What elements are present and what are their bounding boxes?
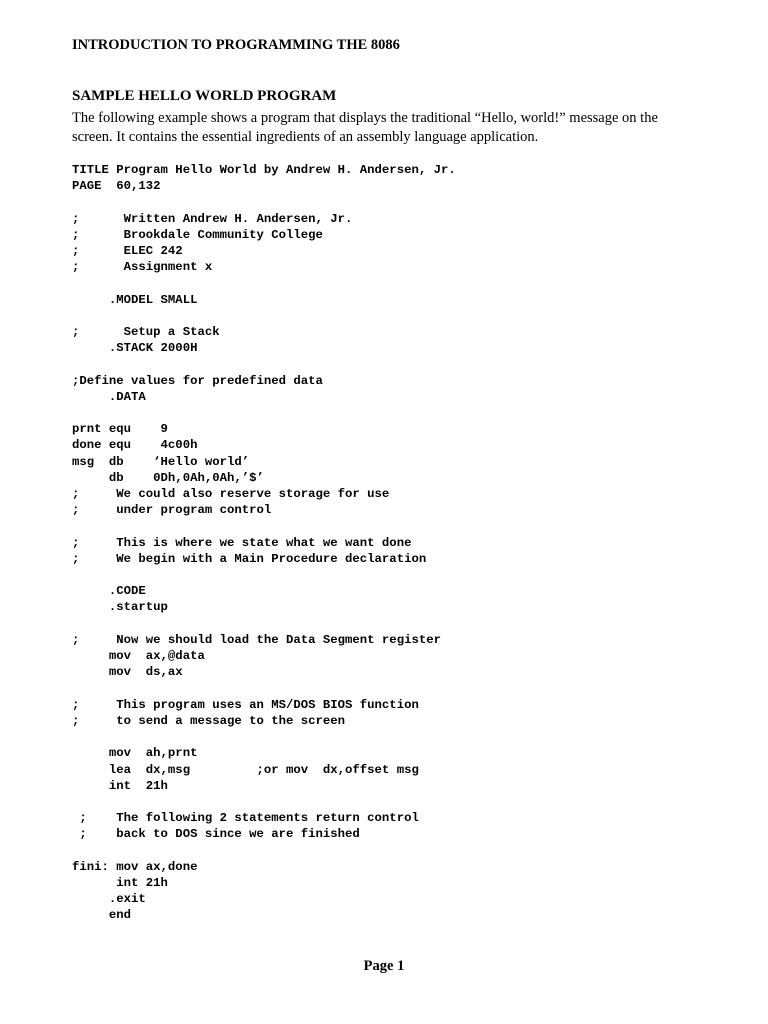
code-line: mov ds,ax <box>72 665 183 680</box>
code-line: ; ELEC 242 <box>72 244 183 259</box>
code-line: fini: mov ax,done <box>72 859 198 874</box>
code-line: int 21h <box>72 875 168 890</box>
code-line: db 0Dh,0Ah,0Ah,’$’ <box>72 470 264 485</box>
code-line: mov ax,@data <box>72 649 205 664</box>
code-line: ;Define values for predefined data <box>72 373 323 388</box>
code-line <box>72 729 456 745</box>
code-line: ; We could also reserve storage for use <box>72 487 390 502</box>
code-line: .exit <box>72 892 146 907</box>
code-line: ; This program uses an MS/DOS BIOS function <box>72 697 419 712</box>
code-line <box>72 567 456 583</box>
code-line: ; Assignment x <box>72 260 213 275</box>
code-line: ; We begin with a Main Procedure declaration <box>72 551 427 566</box>
code-line: .startup <box>72 600 168 615</box>
code-line: PAGE 60,132 <box>72 179 161 194</box>
code-line: .MODEL SMALL <box>72 292 198 307</box>
code-line: ; Written Andrew H. Andersen, Jr. <box>72 211 353 226</box>
code-line <box>72 794 456 810</box>
code-line: ; back to DOS since we are finished <box>72 827 360 842</box>
code-line: done equ 4c00h <box>72 438 198 453</box>
page-number: Page 1 <box>363 958 405 974</box>
intro-line: The following example shows a program that displays the traditional “Hello, world!” message on the <box>72 110 658 126</box>
code-line <box>72 681 456 697</box>
code-listing <box>72 162 456 924</box>
section-heading: SAMPLE HELLO WORLD PROGRAM <box>72 88 337 104</box>
code-line <box>72 518 456 534</box>
code-line: TITLE Program Hello World by Andrew H. Andersen, Jr. <box>72 163 456 177</box>
code-line <box>72 843 456 859</box>
code-line: .DATA <box>72 389 146 404</box>
code-line: ; The following 2 statements return control <box>72 811 419 826</box>
code-line <box>72 275 456 291</box>
code-line: ; Now we should load the Data Segment register <box>72 632 441 647</box>
code-line: mov ah,prnt <box>72 746 198 761</box>
intro-paragraph <box>72 109 702 146</box>
document-title: INTRODUCTION TO PROGRAMMING THE 8086 <box>72 37 400 53</box>
code-line: end <box>72 908 132 923</box>
code-line: int 21h <box>72 778 168 793</box>
code-line: prnt equ 9 <box>72 422 168 437</box>
code-line: ; Setup a Stack <box>72 325 220 340</box>
code-line: ; to send a message to the screen <box>72 713 346 728</box>
code-line <box>72 308 456 324</box>
code-line: msg db ‘Hello world’ <box>72 454 250 469</box>
code-line <box>72 194 456 210</box>
code-line <box>72 356 456 372</box>
intro-line: screen. It contains the essential ingredients of an assembly language application. <box>72 128 539 145</box>
code-line <box>72 405 456 421</box>
code-line: .STACK 2000H <box>72 341 198 356</box>
code-line: .CODE <box>72 584 146 599</box>
code-line <box>72 616 456 632</box>
code-line: ; under program control <box>72 503 272 518</box>
code-line: ; This is where we state what we want done <box>72 535 412 550</box>
code-line: ; Brookdale Community College <box>72 227 323 242</box>
code-line: lea dx,msg ;or mov dx,offset msg <box>72 762 419 777</box>
